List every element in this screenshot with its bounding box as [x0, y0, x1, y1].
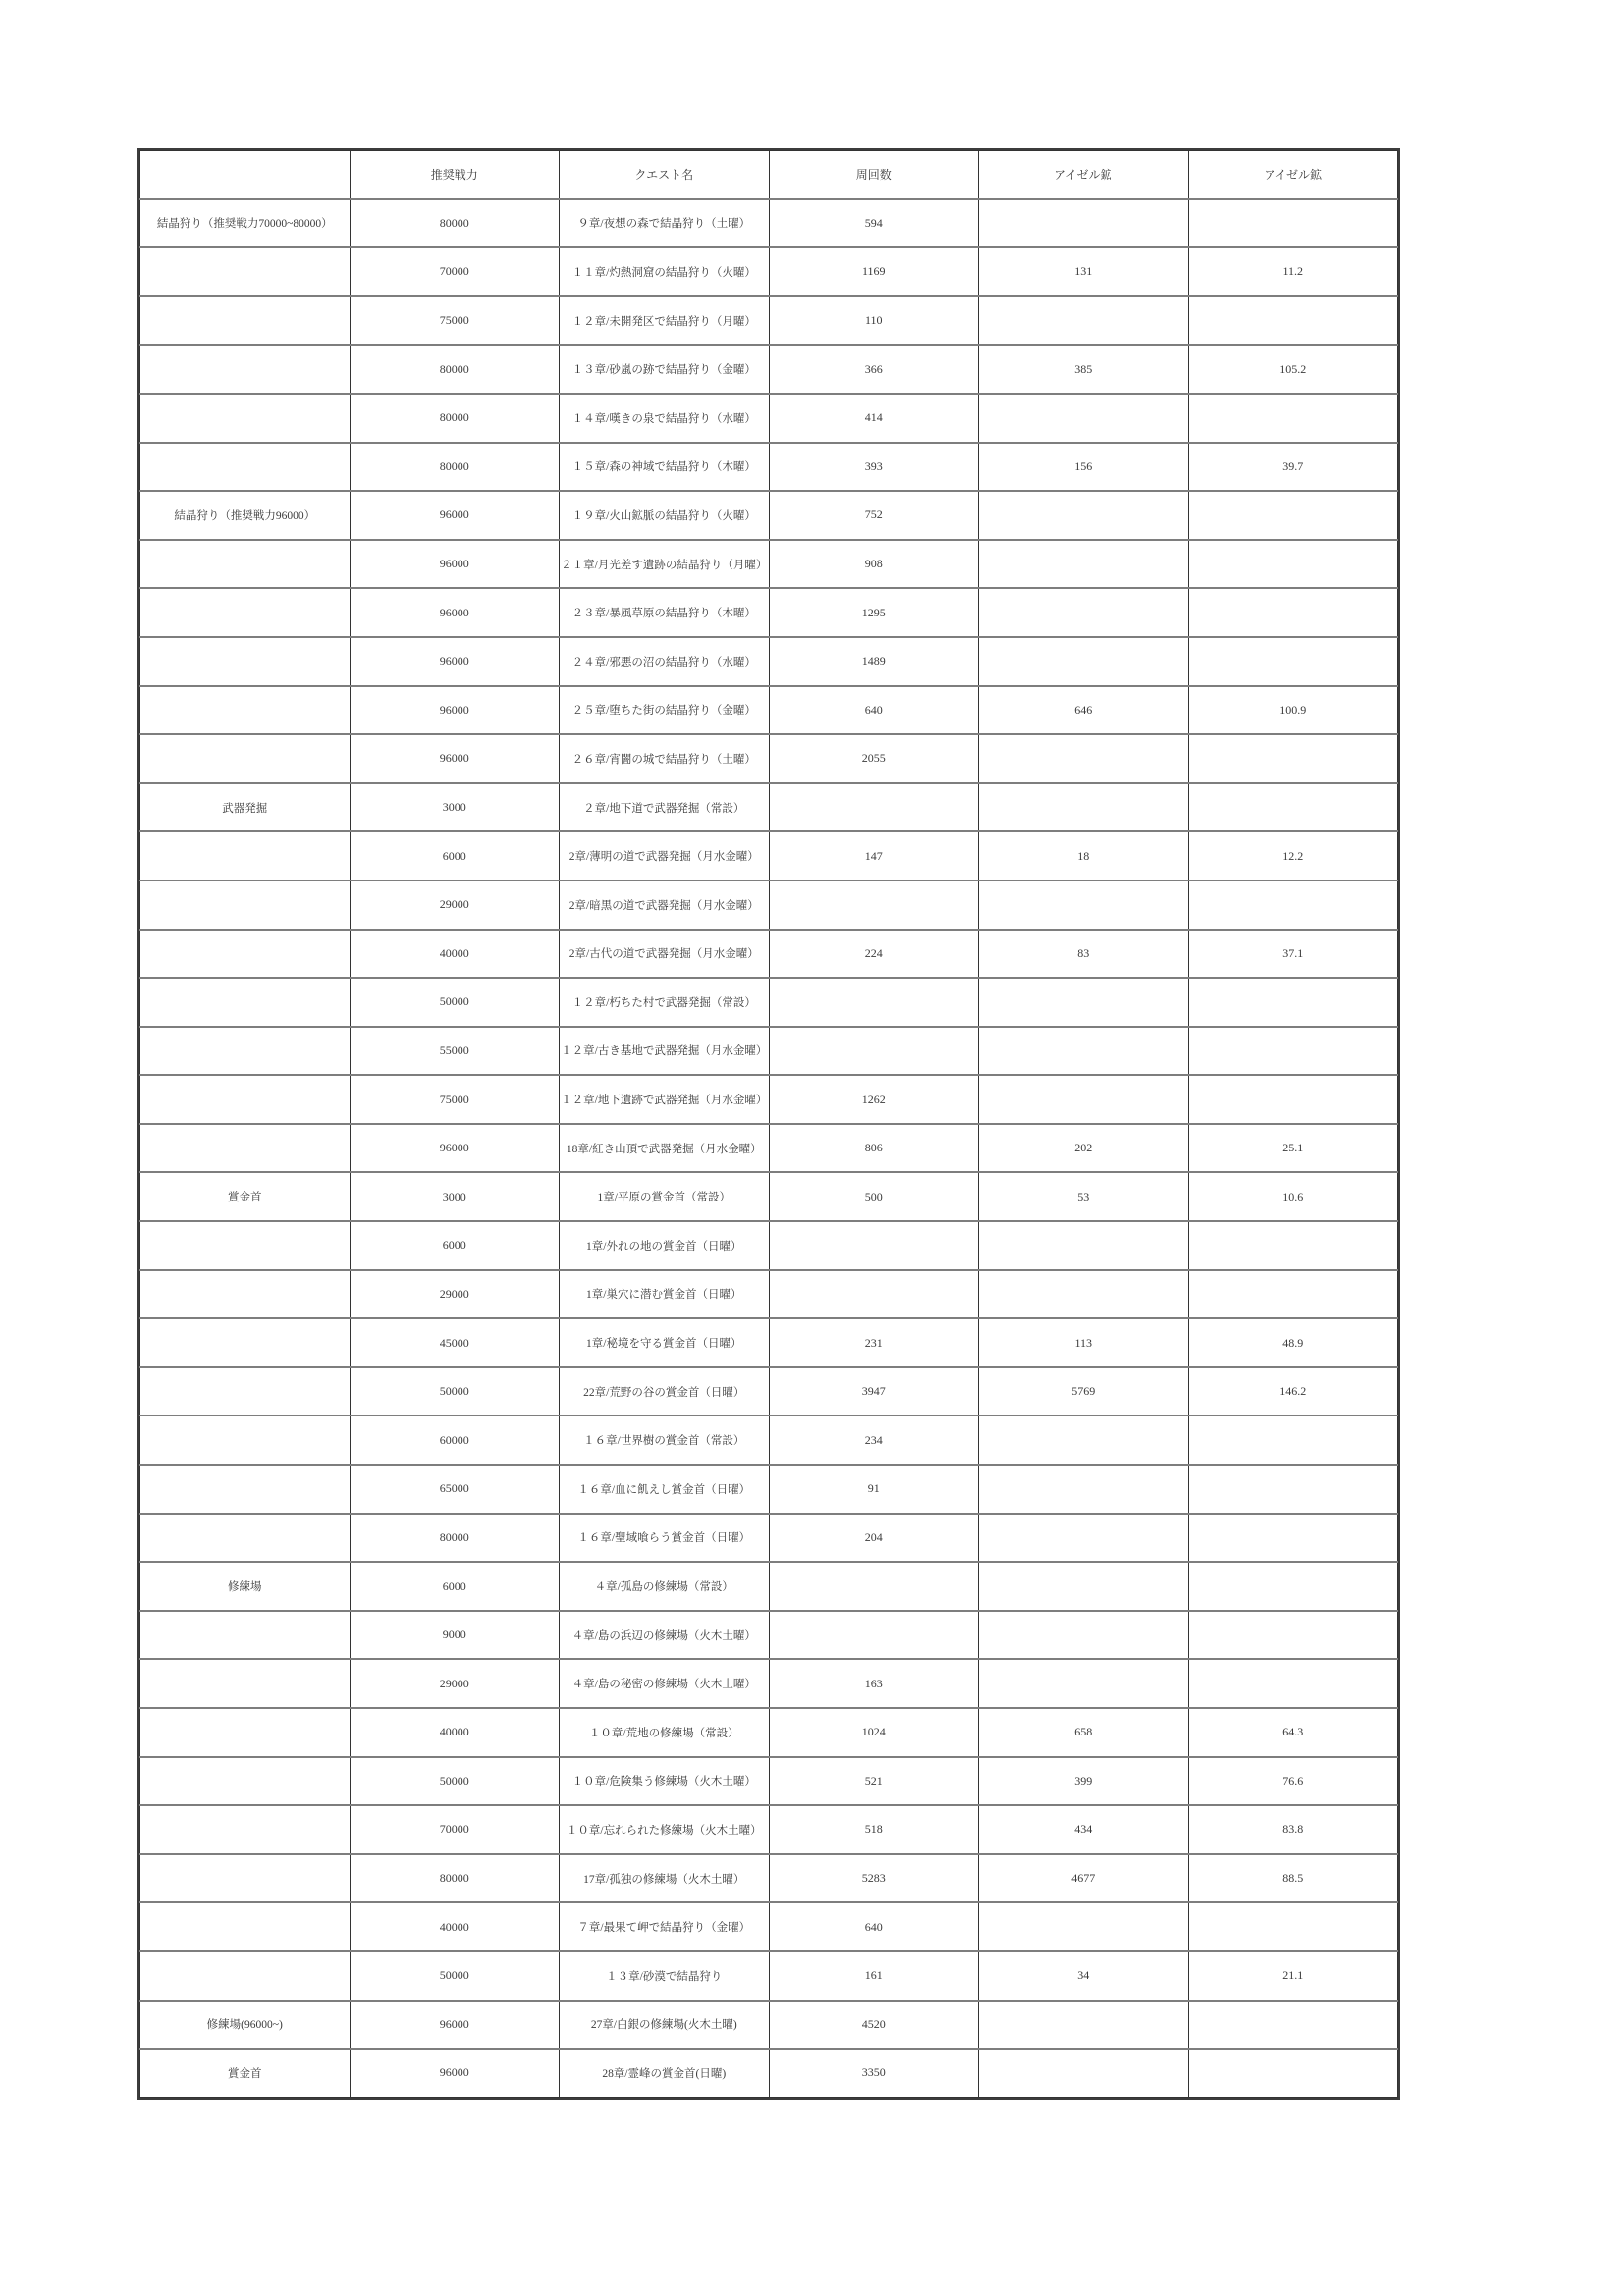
- runs-cell: 594: [769, 199, 979, 248]
- runs-cell: 234: [769, 1415, 979, 1465]
- category-cell: [140, 296, 351, 346]
- table-row: [140, 1367, 1398, 1416]
- ore-rate-cell: 64.3: [1188, 1708, 1398, 1757]
- runs-cell: [769, 1270, 979, 1319]
- runs-cell: 521: [769, 1757, 979, 1806]
- ore-rate-cell: [1188, 1270, 1398, 1319]
- quest-cell: １０章/忘れられた修練場（火木土曜）: [560, 1805, 770, 1854]
- runs-cell: [769, 1027, 979, 1076]
- table-row: [140, 491, 1398, 540]
- ore-rate-cell: [1188, 2049, 1398, 2097]
- quest-cell: 18章/紅き山頂で武器発掘（月水金曜）: [560, 1124, 770, 1173]
- eisel-ore-rate-column-header: アイゼル鉱: [1188, 151, 1398, 199]
- ore-count-cell: [979, 540, 1189, 589]
- ore-rate-cell: 100.9: [1188, 686, 1398, 735]
- ore-count-cell: [979, 1270, 1189, 1319]
- quest-cell: ２６章/宵闇の城で結晶狩り（土曜）: [560, 734, 770, 783]
- ore-count-cell: [979, 1562, 1189, 1611]
- power-cell: 50000: [350, 1367, 560, 1416]
- quest-cell: ４章/島の秘密の修練場（火木土曜）: [560, 1659, 770, 1708]
- quest-table-body: [140, 199, 1398, 2098]
- table-row: [140, 831, 1398, 881]
- category-cell: [140, 686, 351, 735]
- power-cell: 75000: [350, 1075, 560, 1124]
- ore-rate-cell: 12.2: [1188, 831, 1398, 881]
- power-cell: 70000: [350, 247, 560, 296]
- power-cell: 96000: [350, 734, 560, 783]
- ore-rate-cell: 76.6: [1188, 1757, 1398, 1806]
- table-row: [140, 1318, 1398, 1367]
- table-row: [140, 247, 1398, 296]
- ore-count-cell: 4677: [979, 1854, 1189, 1903]
- runs-cell: 908: [769, 540, 979, 589]
- power-cell: 6000: [350, 1221, 560, 1270]
- quest-cell: 1章/秘境を守る賞金首（日曜）: [560, 1318, 770, 1367]
- table-row: [140, 1514, 1398, 1563]
- table-row: [140, 1465, 1398, 1514]
- quest-cell: ４章/島の浜辺の修練場（火木土曜）: [560, 1611, 770, 1660]
- quest-cell: 27章/白銀の修練場(火木土曜): [560, 2001, 770, 2050]
- runs-cell: [769, 1221, 979, 1270]
- category-cell: [140, 1027, 351, 1076]
- power-cell: 40000: [350, 1708, 560, 1757]
- power-cell: 29000: [350, 881, 560, 930]
- runs-cell: 91: [769, 1465, 979, 1514]
- table-row: [140, 637, 1398, 686]
- ore-count-cell: [979, 1075, 1189, 1124]
- power-cell: 6000: [350, 1562, 560, 1611]
- power-cell: 80000: [350, 394, 560, 443]
- ore-rate-cell: [1188, 1562, 1398, 1611]
- quest-cell: ２３章/暴風草原の結晶狩り（木曜）: [560, 588, 770, 637]
- quest-cell: １２章/未開発区で結晶狩り（月曜）: [560, 296, 770, 346]
- table-row: [140, 1075, 1398, 1124]
- power-cell: 96000: [350, 491, 560, 540]
- category-cell: [140, 1415, 351, 1465]
- ore-count-cell: [979, 1514, 1189, 1563]
- category-cell: [140, 1708, 351, 1757]
- category-cell: [140, 734, 351, 783]
- ore-count-cell: [979, 491, 1189, 540]
- quest-cell: ２５章/堕ちた街の結晶狩り（金曜）: [560, 686, 770, 735]
- table-row: [140, 345, 1398, 394]
- runs-cell: 163: [769, 1659, 979, 1708]
- quest-cell: ９章/夜想の森で結晶狩り（土曜）: [560, 199, 770, 248]
- quest-table-frame: [137, 148, 1400, 2100]
- category-cell: 修練場: [140, 1562, 351, 1611]
- table-row: [140, 1708, 1398, 1757]
- category-cell: [140, 1951, 351, 2001]
- power-cell: 70000: [350, 1805, 560, 1854]
- quest-cell: 1章/外れの地の賞金首（日曜）: [560, 1221, 770, 1270]
- quest-cell: １０章/危険集う修練場（火木土曜）: [560, 1757, 770, 1806]
- run-count-column-header: 周回数: [769, 151, 979, 199]
- table-row: [140, 1562, 1398, 1611]
- ore-count-cell: [979, 1659, 1189, 1708]
- runs-cell: 640: [769, 1902, 979, 1951]
- ore-rate-cell: 83.8: [1188, 1805, 1398, 1854]
- power-cell: 45000: [350, 1318, 560, 1367]
- runs-cell: [769, 978, 979, 1027]
- category-cell: [140, 1902, 351, 1951]
- runs-cell: 204: [769, 1514, 979, 1563]
- category-cell: [140, 1075, 351, 1124]
- table-row: [140, 2001, 1398, 2050]
- category-cell: [140, 1805, 351, 1854]
- runs-cell: 5283: [769, 1854, 979, 1903]
- ore-count-cell: [979, 1027, 1189, 1076]
- table-row: [140, 978, 1398, 1027]
- category-cell: [140, 1221, 351, 1270]
- ore-rate-cell: 39.7: [1188, 443, 1398, 492]
- ore-count-cell: 131: [979, 247, 1189, 296]
- runs-cell: 147: [769, 831, 979, 881]
- category-cell: [140, 1757, 351, 1806]
- table-row: [140, 1027, 1398, 1076]
- power-cell: 75000: [350, 296, 560, 346]
- table-row: [140, 1951, 1398, 2001]
- quest-cell: １２章/朽ちた村で武器発掘（常設）: [560, 978, 770, 1027]
- power-cell: 80000: [350, 345, 560, 394]
- category-cell: [140, 1465, 351, 1514]
- quest-table: [139, 150, 1398, 2098]
- table-row: [140, 1902, 1398, 1951]
- ore-rate-cell: [1188, 637, 1398, 686]
- ore-rate-cell: [1188, 1611, 1398, 1660]
- ore-count-cell: [979, 199, 1189, 248]
- ore-rate-cell: [1188, 296, 1398, 346]
- power-column-header: 推奨戦力: [350, 151, 560, 199]
- eisel-ore-column-header: アイゼル鉱: [979, 151, 1189, 199]
- ore-rate-cell: 21.1: [1188, 1951, 1398, 2001]
- runs-cell: 393: [769, 443, 979, 492]
- ore-count-cell: 18: [979, 831, 1189, 881]
- quest-cell: ２章/地下道で武器発掘（常設）: [560, 783, 770, 832]
- table-row: [140, 686, 1398, 735]
- category-cell: [140, 1514, 351, 1563]
- category-cell: [140, 637, 351, 686]
- quest-cell: １３章/砂漠で結晶狩り: [560, 1951, 770, 2001]
- table-row: [140, 199, 1398, 248]
- runs-cell: 4520: [769, 2001, 979, 2050]
- table-row: [140, 2049, 1398, 2097]
- runs-cell: 3350: [769, 2049, 979, 2097]
- table-row: [140, 1172, 1398, 1221]
- ore-rate-cell: [1188, 1902, 1398, 1951]
- table-row: [140, 1854, 1398, 1903]
- ore-count-cell: [979, 978, 1189, 1027]
- quest-cell: 17章/孤独の修練場（火木土曜）: [560, 1854, 770, 1903]
- ore-rate-cell: [1188, 1027, 1398, 1076]
- table-row: [140, 1221, 1398, 1270]
- category-cell: [140, 247, 351, 296]
- quest-cell: １５章/森の神域で結晶狩り（木曜）: [560, 443, 770, 492]
- quest-cell: １１章/灼熱洞窟の結晶狩り（火曜）: [560, 247, 770, 296]
- table-row: [140, 930, 1398, 979]
- quest-cell: 1章/巣穴に潜む賞金首（日曜）: [560, 1270, 770, 1319]
- power-cell: 3000: [350, 783, 560, 832]
- table-row: [140, 783, 1398, 832]
- quest-cell: ２４章/邪悪の沼の結晶狩り（水曜）: [560, 637, 770, 686]
- quest-cell: １９章/火山鉱脈の結晶狩り（火曜）: [560, 491, 770, 540]
- category-cell: [140, 1367, 351, 1416]
- ore-count-cell: [979, 637, 1189, 686]
- ore-count-cell: 83: [979, 930, 1189, 979]
- runs-cell: 2055: [769, 734, 979, 783]
- runs-cell: 110: [769, 296, 979, 346]
- runs-cell: 161: [769, 1951, 979, 2001]
- ore-count-cell: 385: [979, 345, 1189, 394]
- ore-rate-cell: [1188, 1514, 1398, 1563]
- quest-cell: 1章/平原の賞金首（常設）: [560, 1172, 770, 1221]
- table-row: [140, 1659, 1398, 1708]
- table-row: [140, 296, 1398, 346]
- ore-count-cell: 34: [979, 1951, 1189, 2001]
- runs-cell: 752: [769, 491, 979, 540]
- quest-cell: １２章/古き基地で武器発掘（月水金曜）: [560, 1027, 770, 1076]
- quest-cell: ２１章/月光差す遺跡の結晶狩り（月曜）: [560, 540, 770, 589]
- ore-count-cell: 5769: [979, 1367, 1189, 1416]
- runs-cell: 224: [769, 930, 979, 979]
- power-cell: 9000: [350, 1611, 560, 1660]
- runs-cell: 500: [769, 1172, 979, 1221]
- runs-cell: 640: [769, 686, 979, 735]
- runs-cell: 231: [769, 1318, 979, 1367]
- power-cell: 96000: [350, 588, 560, 637]
- category-cell: [140, 831, 351, 881]
- ore-count-cell: [979, 1611, 1189, 1660]
- table-row: [140, 540, 1398, 589]
- category-cell: [140, 930, 351, 979]
- quest-cell: 2章/暗黒の道で武器発掘（月水金曜）: [560, 881, 770, 930]
- quest-cell: ７章/最果て岬で結晶狩り（金曜）: [560, 1902, 770, 1951]
- ore-rate-cell: [1188, 734, 1398, 783]
- quest-cell: １４章/嘆きの泉で結晶狩り（水曜）: [560, 394, 770, 443]
- ore-rate-cell: [1188, 394, 1398, 443]
- category-cell: [140, 588, 351, 637]
- ore-rate-cell: [1188, 588, 1398, 637]
- quest-cell: ４章/孤島の修練場（常設）: [560, 1562, 770, 1611]
- quest-cell: 28章/霊峰の賞金首(日曜): [560, 2049, 770, 2097]
- ore-rate-cell: [1188, 1465, 1398, 1514]
- table-row: [140, 1270, 1398, 1319]
- quest-cell: 2章/薄明の道で武器発掘（月水金曜）: [560, 831, 770, 881]
- ore-rate-cell: [1188, 1221, 1398, 1270]
- table-row: [140, 394, 1398, 443]
- ore-count-cell: [979, 734, 1189, 783]
- ore-rate-cell: [1188, 199, 1398, 248]
- ore-rate-cell: 11.2: [1188, 247, 1398, 296]
- ore-count-cell: 202: [979, 1124, 1189, 1173]
- quest-cell: １６章/世界樹の賞金首（常設）: [560, 1415, 770, 1465]
- runs-cell: 1024: [769, 1708, 979, 1757]
- power-cell: 96000: [350, 1124, 560, 1173]
- runs-cell: 1262: [769, 1075, 979, 1124]
- quest-table-header: [140, 151, 1398, 199]
- ore-count-cell: [979, 1221, 1189, 1270]
- ore-rate-cell: [1188, 783, 1398, 832]
- ore-rate-cell: [1188, 2001, 1398, 2050]
- ore-count-cell: 53: [979, 1172, 1189, 1221]
- power-cell: 96000: [350, 2049, 560, 2097]
- ore-count-cell: 646: [979, 686, 1189, 735]
- ore-rate-cell: [1188, 1415, 1398, 1465]
- category-cell: [140, 345, 351, 394]
- runs-cell: 806: [769, 1124, 979, 1173]
- runs-cell: 1169: [769, 247, 979, 296]
- category-cell: 賞金首: [140, 2049, 351, 2097]
- runs-cell: [769, 1611, 979, 1660]
- power-cell: 96000: [350, 2001, 560, 2050]
- ore-count-cell: [979, 588, 1189, 637]
- ore-count-cell: 113: [979, 1318, 1189, 1367]
- quest-cell: １６章/聖域喰らう賞金首（日曜）: [560, 1514, 770, 1563]
- power-cell: 50000: [350, 1951, 560, 2001]
- ore-rate-cell: [1188, 978, 1398, 1027]
- ore-count-cell: 156: [979, 443, 1189, 492]
- power-cell: 29000: [350, 1659, 560, 1708]
- category-cell: [140, 394, 351, 443]
- category-cell: [140, 1659, 351, 1708]
- category-cell: [140, 1854, 351, 1903]
- ore-rate-cell: 10.6: [1188, 1172, 1398, 1221]
- quest-cell: 2章/古代の道で武器発掘（月水金曜）: [560, 930, 770, 979]
- ore-rate-cell: [1188, 881, 1398, 930]
- ore-rate-cell: [1188, 1659, 1398, 1708]
- runs-cell: 366: [769, 345, 979, 394]
- ore-rate-cell: 105.2: [1188, 345, 1398, 394]
- table-row: [140, 1415, 1398, 1465]
- ore-rate-cell: [1188, 491, 1398, 540]
- category-cell: [140, 881, 351, 930]
- power-cell: 80000: [350, 1854, 560, 1903]
- ore-count-cell: [979, 2049, 1189, 2097]
- ore-rate-cell: [1188, 1075, 1398, 1124]
- quest-cell: １０章/荒地の修練場（常設）: [560, 1708, 770, 1757]
- power-cell: 29000: [350, 1270, 560, 1319]
- category-cell: 武器発掘: [140, 783, 351, 832]
- runs-cell: 1295: [769, 588, 979, 637]
- table-row: [140, 881, 1398, 930]
- category-cell: [140, 540, 351, 589]
- ore-rate-cell: 146.2: [1188, 1367, 1398, 1416]
- category-cell: [140, 1270, 351, 1319]
- table-row: [140, 588, 1398, 637]
- quest-cell: １６章/血に飢えし賞金首（日曜）: [560, 1465, 770, 1514]
- power-cell: 65000: [350, 1465, 560, 1514]
- category-cell: [140, 1318, 351, 1367]
- ore-rate-cell: 48.9: [1188, 1318, 1398, 1367]
- ore-count-cell: [979, 1415, 1189, 1465]
- runs-cell: 1489: [769, 637, 979, 686]
- table-row: [140, 443, 1398, 492]
- ore-count-cell: [979, 296, 1189, 346]
- ore-count-cell: [979, 394, 1189, 443]
- category-cell: [140, 1611, 351, 1660]
- ore-count-cell: [979, 1465, 1189, 1514]
- table-row: [140, 1611, 1398, 1660]
- runs-cell: [769, 881, 979, 930]
- power-cell: 96000: [350, 637, 560, 686]
- category-cell: 賞金首: [140, 1172, 351, 1221]
- ore-rate-cell: 25.1: [1188, 1124, 1398, 1173]
- ore-count-cell: [979, 881, 1189, 930]
- power-cell: 80000: [350, 1514, 560, 1563]
- quest-name-column-header: クエスト名: [560, 151, 770, 199]
- runs-cell: 414: [769, 394, 979, 443]
- category-cell: 結晶狩り（推奨戦力70000~80000）: [140, 199, 351, 248]
- category-cell: [140, 978, 351, 1027]
- power-cell: 40000: [350, 1902, 560, 1951]
- category-cell: [140, 443, 351, 492]
- power-cell: 96000: [350, 540, 560, 589]
- ore-count-cell: [979, 783, 1189, 832]
- ore-count-cell: 658: [979, 1708, 1189, 1757]
- ore-count-cell: [979, 2001, 1189, 2050]
- table-row: [140, 734, 1398, 783]
- ore-rate-cell: 37.1: [1188, 930, 1398, 979]
- quest-cell: １３章/砂嵐の跡で結晶狩り（金曜）: [560, 345, 770, 394]
- table-row: [140, 1757, 1398, 1806]
- power-cell: 80000: [350, 199, 560, 248]
- category-cell: [140, 1124, 351, 1173]
- power-cell: 96000: [350, 686, 560, 735]
- power-cell: 60000: [350, 1415, 560, 1465]
- quest-cell: １２章/地下遺跡で武器発掘（月水金曜）: [560, 1075, 770, 1124]
- power-cell: 6000: [350, 831, 560, 881]
- ore-rate-cell: 88.5: [1188, 1854, 1398, 1903]
- ore-count-cell: 399: [979, 1757, 1189, 1806]
- power-cell: 50000: [350, 978, 560, 1027]
- power-cell: 40000: [350, 930, 560, 979]
- power-cell: 50000: [350, 1757, 560, 1806]
- power-cell: 3000: [350, 1172, 560, 1221]
- power-cell: 80000: [350, 443, 560, 492]
- runs-cell: 518: [769, 1805, 979, 1854]
- power-cell: 55000: [350, 1027, 560, 1076]
- category-cell: 修練場(96000~): [140, 2001, 351, 2050]
- table-row: [140, 1124, 1398, 1173]
- header-row: [140, 151, 1398, 199]
- runs-cell: [769, 1562, 979, 1611]
- runs-cell: 3947: [769, 1367, 979, 1416]
- ore-count-cell: [979, 1902, 1189, 1951]
- ore-count-cell: 434: [979, 1805, 1189, 1854]
- quest-cell: 22章/荒野の谷の賞金首（日曜）: [560, 1367, 770, 1416]
- table-row: [140, 1805, 1398, 1854]
- ore-rate-cell: [1188, 540, 1398, 589]
- category-cell: 結晶狩り（推奨戦力96000）: [140, 491, 351, 540]
- category-column-header: [140, 151, 351, 199]
- runs-cell: [769, 783, 979, 832]
